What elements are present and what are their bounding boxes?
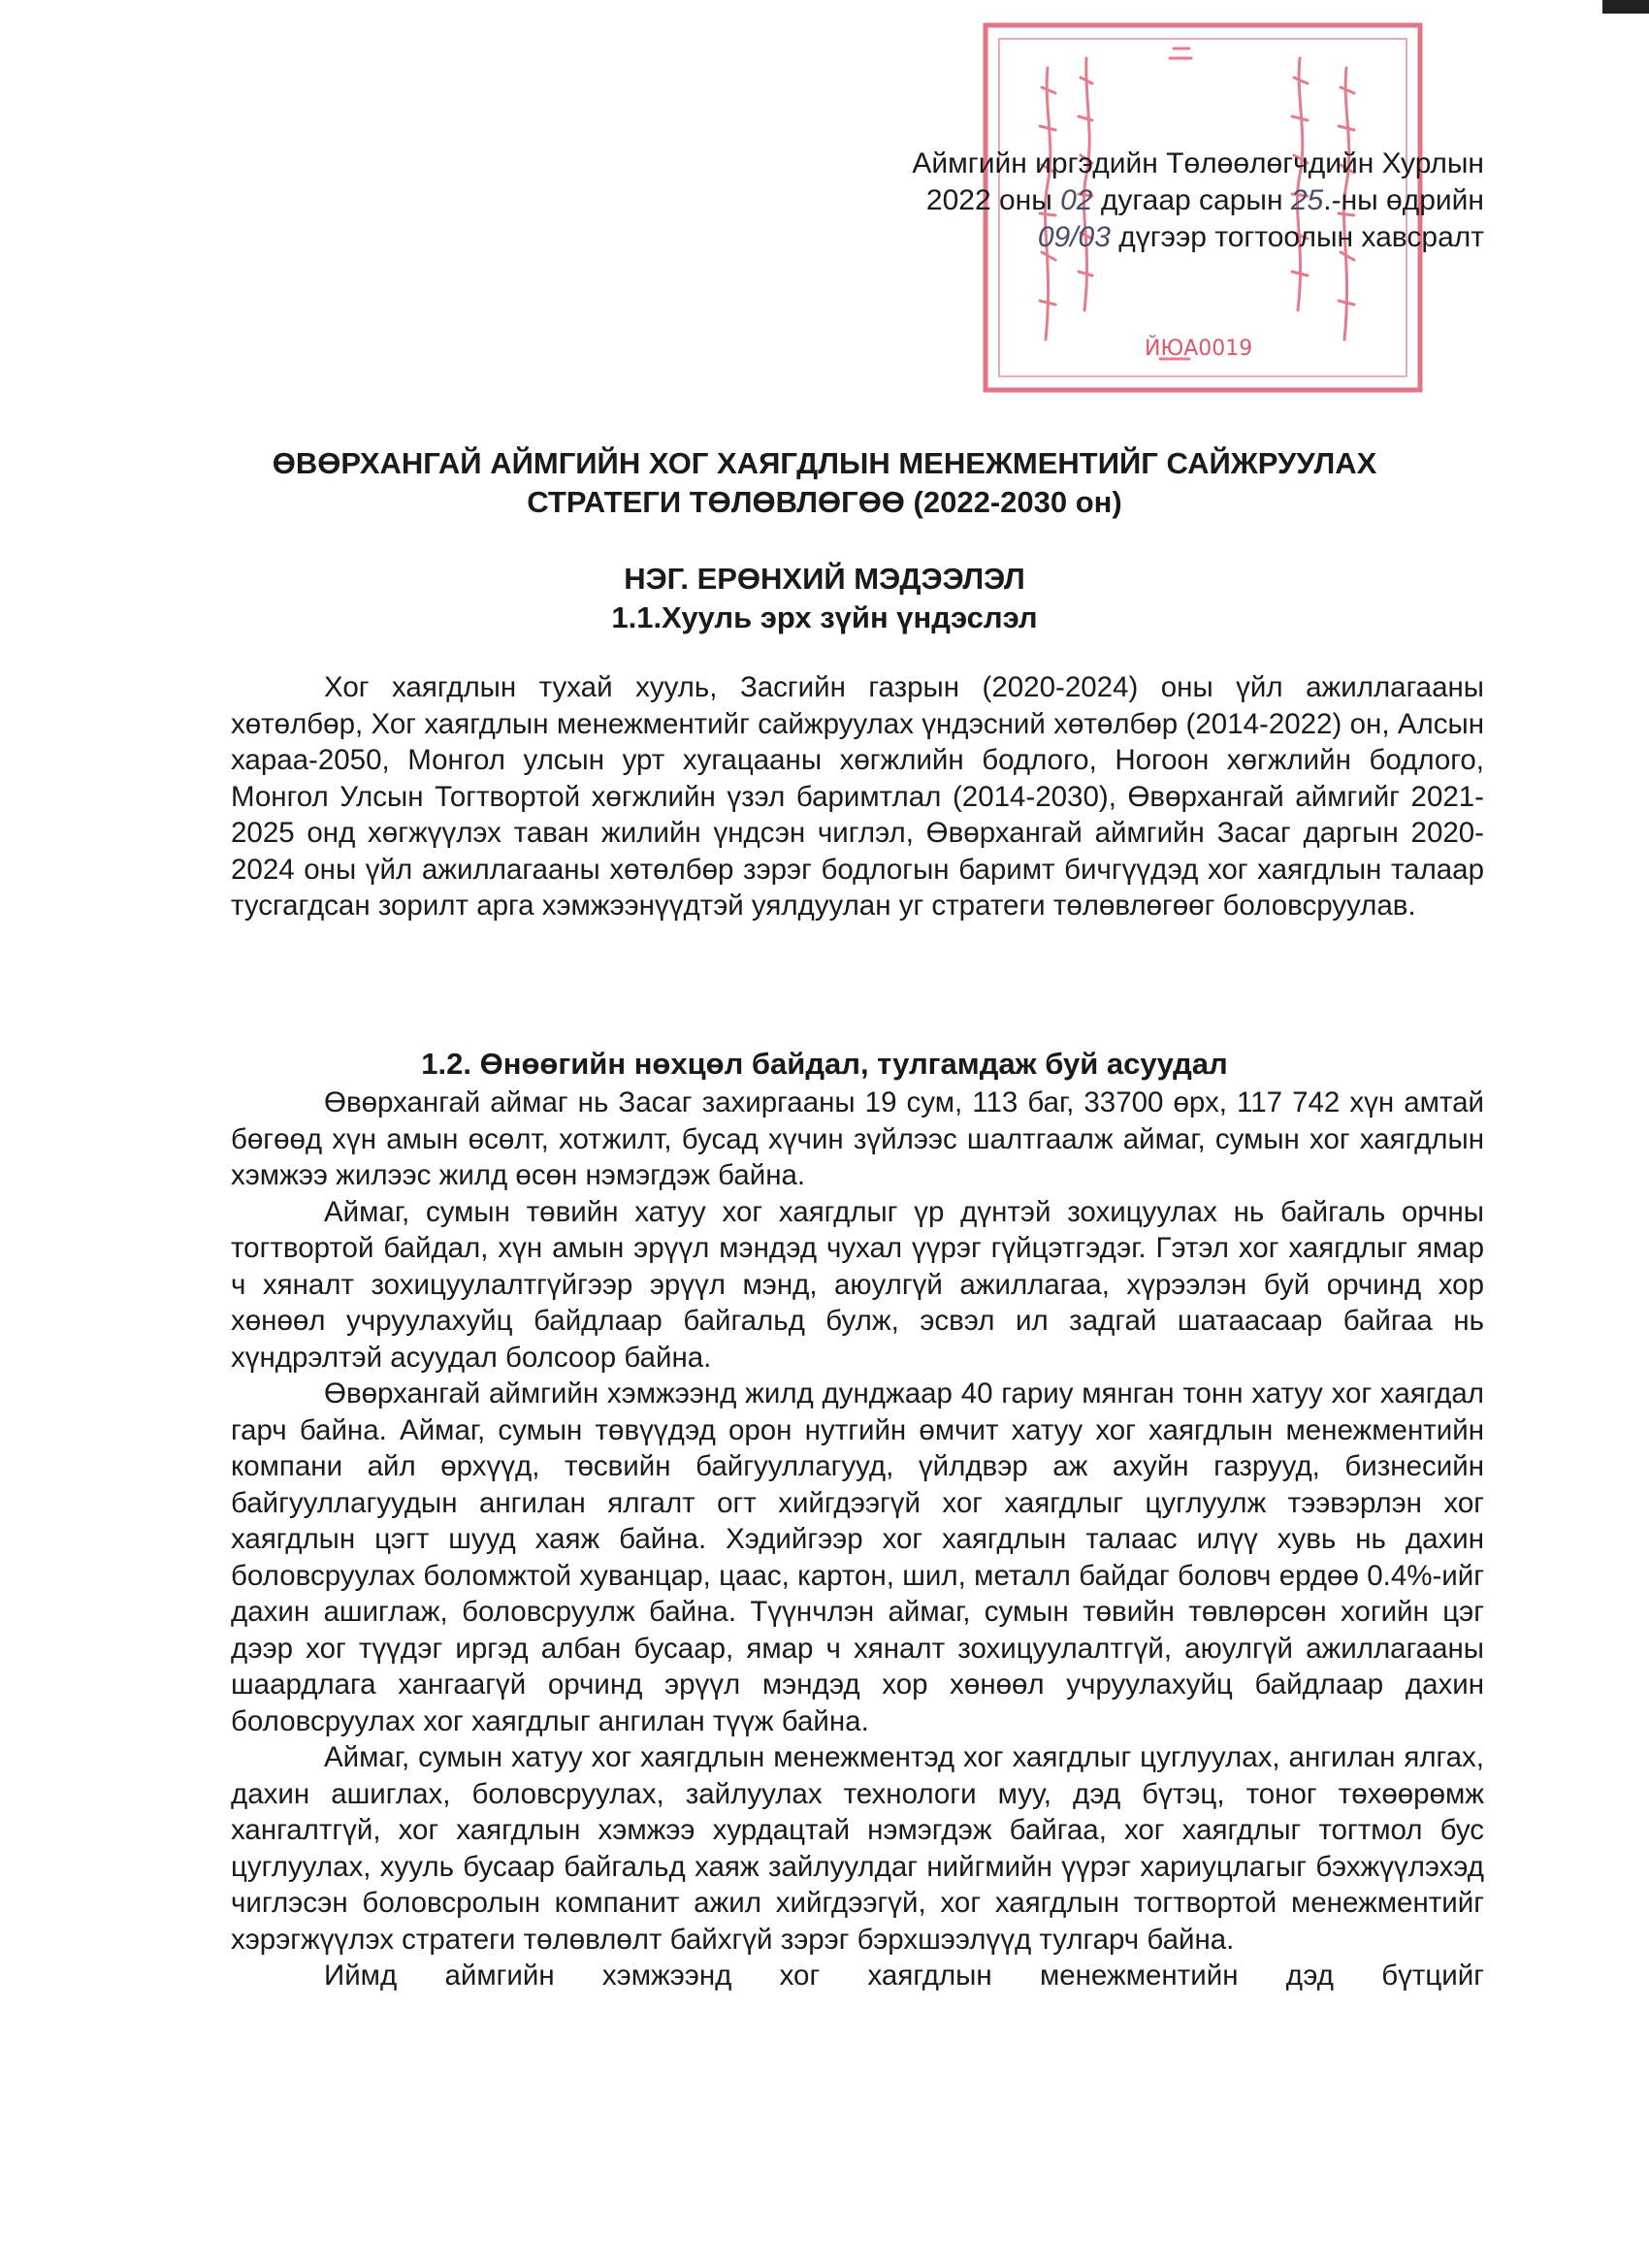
stamp-code: ЙЮА0019: [1145, 337, 1253, 361]
situation-paragraph-2: Аймаг, сумын төвийн хатуу хог хаягдлыг үр дүнтэй зохицуулах нь байгаль орчны тогтвортой байдал, хүн амын эрүүл мэндэд чухал үүрэг гүйцэтгэдэг. Гэтэл хог хаягдлыг ямар ч хяналт зохицуулалтгүйгээр эрүүл мэнд, аюулгүй ажиллагаа, хүрээлэн буй орчинд хор хөнөөл учруулахуйц байдлаар байгальд булж, эсвэл ил задгай шатаасаар байгаа нь хүндрэлтэй асуудал болсоор байна.: [231, 1195, 1484, 1374]
handwritten-day: 25: [1290, 184, 1324, 216]
scan-corner-mark: [1602, 0, 1649, 14]
subsection-heading-1-1: 1.1.Хууль эрх зүйн үндэслэл: [611, 600, 1038, 634]
legal-basis-paragraph: Хог хаягдлын тухай хууль, Засгийн газрын (2020-2024) оны үйл ажиллагааны хөтөлбөр, Хог хаягдлын менежментийг сайжруулах үндэсний хөтөлбөр (2014-2022) он, Алсын хараа-2050, Монгол улсын урт хугацааны хөгжлийн бодлого, Ногоон хөгжлийн бодлого, Монгол Улсын Тогтвортой хөгжлийн үзэл баримтлал (2014-2030), Өвөрхангай аймгийг 2021-2025 онд хөгжүүлэх таван жилийн үндсэн чиглэл, Өвөрхангай аймгийн Засаг даргын 2020-2024 оны үйл ажиллагааны хөтөлбөр зэрэг бодлогын баримт бичгүүдэд хог хаягдлын талаар тусгагдсан зорилт арга хэмжээнүүдтэй уялдуулан уг стратеги төлөвлөгөөг боловсруулав.: [231, 671, 1484, 922]
handwritten-month: 02: [1060, 184, 1093, 216]
note-resolution-label: дүгээр тогтоолын хавсралт: [1118, 221, 1484, 253]
attachment-note-line3: [912, 219, 1484, 256]
document-title-line1: ӨВӨРХАНГАЙ АЙМГИЙН ХОГ ХАЯГДЛЫН МЕНЕЖМЕНТИЙГ САЙЖРУУЛАХ: [272, 446, 1377, 480]
handwritten-resolution-number: 09/03: [1037, 221, 1111, 253]
section-heading: НЭГ. ЕРӨНХИЙ МЭДЭЭЛЭЛ: [624, 562, 1025, 596]
attachment-note: [912, 146, 1484, 256]
situation-paragraph-1: Өвөрхангай аймаг нь Засаг захиргааны 19 сум, 113 баг, 33700 өрх, 117 742 хүн амтай бөгөөд хүн амын өсөлт, хотжилт, бусад хүчин зүйлээс шалтгаалж аймаг, сумын хог хаягдлын хэмжээ жилээс жилд өсөн нэмэгдэж байна.: [231, 1086, 1484, 1191]
note-day-label: .-ны өдрийн: [1323, 184, 1484, 216]
note-month-label: дугаар сарын: [1100, 184, 1283, 216]
situation-paragraph-3: Өвөрхангай аймгийн хэмжээнд жилд дунджаар 40 гариу мянган тонн хатуу хог хаягдал гарч байна. Аймаг, сумын төвүүдэд орон нутгийн өмчит хатуу хог хаягдлын менежментийн компани айл өрхүүд, төсвийн байгууллагууд, үйлдвэр аж ахуйн газрууд, бизнесийн байгууллагуудын ангилан ялгалт огт хийгдээгүй хог хаягдлыг цуглуулж тээвэрлэн хог хаягдлын цэгт шууд хаяж байна. Хэдийгээр хог хаягдлын талаас илүү хувь нь дахин боловсруулах боломжтой хуванцар, цаас, картон, шил, металл байдаг боловч ердөө 0.4%-ийг дахин ашиглаж, боловсруулж байна. Түүнчлэн аймаг, сумын төвийн төвлөрсөн хогийн цэг дээр хог түүдэг иргэд албан бусаар, ямар ч хяналт зохицуулалтгүй, аюулгүй ажиллагааны шаардлага хангаагүй орчинд эрүүл мэндэд хор хөнөөл учруулахуйц байдлаар дахин боловсруулах хог хаягдлыг ангилан түүж байна.: [231, 1377, 1484, 1737]
situation-paragraph-5: Иймд аймгийн хэмжээнд хог хаягдлын менежментийн дэд бүтцийг: [324, 1960, 1484, 1992]
attachment-note-line1: Аймгийн иргэдийн Төлөөлөгчдийн Хурлын: [912, 147, 1484, 179]
situation-paragraph-4: Аймаг, сумын хатуу хог хаягдлын менежментэд хог хаягдлыг цуглуулах, ангилан ялгах, дахин ашиглах, боловсруулах, зайлуулах технологи муу, дэд бүтэц, тоног төхөөрөмж хангалтгүй, хог хаягдлын хэмжээ хурдацтай нэмэгдэж байгаа, хог хаягдлыг тогтмол бус цуглуулах, хууль бусаар байгальд хаяж зайлуулдаг нийгмийн үүрэг хариуцлагыг бэхжүүлэхэд чиглэсэн боловсролын компанит ажил хийгдээгүй, хог хаягдлын тогтвортой менежментийг хэрэгжүүлэх стратеги төлөвлөлт байхгүй зэрэг бэрхшээлүүд тулгарч байна.: [231, 1741, 1484, 1956]
current-situation-text: [231, 1085, 1484, 1994]
legal-basis-paragraph-block: [231, 669, 1484, 924]
document-title: [0, 444, 1649, 522]
note-year: 2022 оны: [925, 184, 1052, 216]
attachment-note-line2: [912, 182, 1484, 219]
document-title-line2: СТРАТЕГИ ТӨЛӨВЛӨГӨӨ (2022-2030 он): [527, 485, 1122, 519]
subsection-heading-1-2: 1.2. Өнөөгийн нөхцөл байдал, тулгамдаж буй асуудал: [421, 1047, 1228, 1081]
